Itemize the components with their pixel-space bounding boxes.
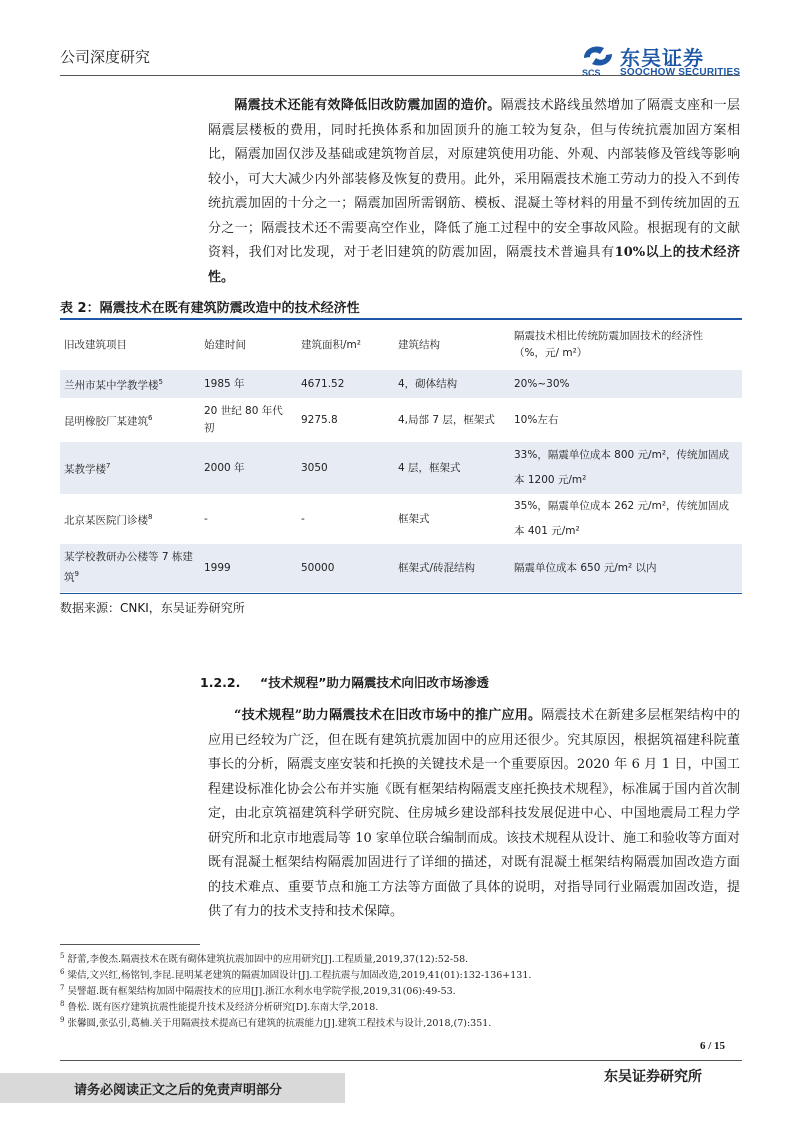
standard-paragraph-lead: “技术规程”助力隔震技术在旧改市场中的推广应用。 <box>234 708 542 723</box>
row-structure: 4 层，框架式 <box>394 442 510 494</box>
cost-paragraph-emphasis: 10%以上的技术经济性。 <box>208 245 740 285</box>
row-structure: 框架式 <box>398 512 430 525</box>
institute-name: 东吴证券研究所 <box>604 1069 702 1085</box>
economics-table <box>60 320 742 592</box>
row-project <box>60 544 200 592</box>
row-area: - <box>301 512 305 525</box>
row-economy: 10%左右 <box>514 413 559 426</box>
row-project <box>60 494 200 544</box>
footnote-ref: 6 <box>148 413 153 422</box>
row-project-name: 兰州市某中学教学楼 <box>64 379 159 392</box>
col-header-economy-line1: 隔震技术相比传统防震加固技术的经济性 <box>514 330 703 342</box>
table-row <box>60 544 742 592</box>
footnote-divider <box>60 944 200 945</box>
row-project <box>60 398 200 442</box>
table-row <box>60 442 742 494</box>
footnote-ref: 8 <box>148 512 153 521</box>
col-header-economy <box>510 320 742 370</box>
cost-paragraph-body: 隔震技术路线虽然增加了隔震支座和一层隔震层楼板的费用，同时托换体系和加固顶升的施工较为复杂，但与传统抗震加固方案相比，隔震加固仅涉及基础或建筑物首层，对原建筑使用功能、外观、内部装修及管线等影响较小，可大大减少内外部装修及恢复的费用。此外，采用隔震技术施工劳动力的投入不到传统抗震加固的十分之一；隔震加固所需钢筋、模板、混凝土等材料的用量不到传统加固的五分之一；隔震技术还不需要高空作业，降低了施工过程中的安全事故风险。根据现有的文献资料，我们对比发现，对于老旧建筑的防震加固，隔震技术普遍具有 <box>208 98 740 260</box>
logo-mark-text: SCS <box>582 68 601 78</box>
footnote-number: 9 <box>60 1015 65 1024</box>
standard-paragraph-body: 隔震技术在新建多层框架结构中的应用已经较为广泛，但在既有建筑抗震加固中的应用还很少。究其原因，根据筑福建科院董事长的分析，隔震支座安装和托换的关键技术是一个重要原因。2020 年 6 月 1 日，中国工程建设标准化协会公布并实施《既有框架结构隔震支座托换技术规程》，标准属于国内首次制定，由北京筑福建筑科学研究院、住房城乡建设部科技发展促进中心、中国地震局工程力学研究所和北京市地震局等 10 家单位联合编制而成。该技术规程从设计、施工和验收等方面对既有混凝土框架结构隔震加固进行了详细的描述，对既有混凝土框架结构隔震加固改造方面的技术难点、重要节点和施工方法等方面做了具体的说明，对指导同行业隔震加固改造，提供了有力的技术支持和技术保障。 <box>208 708 740 919</box>
footnote-text: 梁佶,文兴红,杨铭钊,李昆.昆明某老建筑的隔震加固设计[J].工程抗震与加固改造,2019,41(01):132-136+131. <box>67 970 532 981</box>
brand-logo <box>578 40 744 80</box>
table-bottom-rule <box>60 593 742 594</box>
row-economy: 20%~30% <box>510 370 742 398</box>
footnote-text: 吴譬超.既有框架结构加固中隔震技术的应用[J].浙江水利水电学院学报,2019,31(06):49-53. <box>67 986 456 997</box>
section-title: “技术规程”助力隔震技术向旧改市场渗透 <box>260 675 489 690</box>
col-header-area: 建筑面积/m² <box>301 338 361 351</box>
row-economy: 隔震单位成本 650 元/m² 以内 <box>510 544 742 592</box>
row-project-name: 昆明橡胶厂某建筑 <box>64 415 148 428</box>
row-year: - <box>204 512 208 525</box>
table-row <box>60 370 742 398</box>
document-type: 公司深度研究 <box>60 48 151 66</box>
col-header-economy-line2: （%，元/ m²） <box>514 347 588 359</box>
row-project-name: 某学校教研办公楼等 7 栋建筑 <box>64 551 193 584</box>
footnote-text: 鲁松. 既有医疗建筑抗震性能提升技术及经济分析研究[D].东南大学,2018. <box>67 1002 379 1013</box>
section-heading <box>200 673 489 691</box>
row-structure: 4,局部 7 层，框架式 <box>398 413 495 426</box>
row-structure: 4，砌体结构 <box>394 370 510 398</box>
footnote-ref: 5 <box>158 377 163 386</box>
col-header-structure: 建筑结构 <box>398 338 440 351</box>
table-title: 表 2：隔震技术在既有建筑防震改造中的技术经济性 <box>60 301 360 316</box>
brand-name-en: SOOCHOW SECURITIES <box>620 67 741 78</box>
footnote <box>60 983 456 997</box>
row-area: 9275.8 <box>301 413 338 426</box>
footnote-number: 8 <box>60 999 65 1008</box>
row-structure: 框架式/砖混结构 <box>394 544 510 592</box>
row-economy: 35%，隔震单位成本 262 元/m²，传统加固成本 401 元/m² <box>514 500 730 537</box>
table-row <box>60 398 742 442</box>
col-header-project: 旧改建筑项目 <box>64 338 127 351</box>
footnote-number: 7 <box>60 983 65 992</box>
section-number: 1.2.2. <box>200 675 241 690</box>
footnote <box>60 951 468 965</box>
footer-divider <box>60 1060 742 1061</box>
disclaimer-text: 请务必阅读正文之后的免责声明部分 <box>74 1083 283 1098</box>
table-source: 数据来源：CNKI，东吴证券研究所 <box>60 601 245 615</box>
header-divider <box>60 75 740 76</box>
row-project <box>60 442 200 494</box>
row-project-name: 北京某医院门诊楼 <box>64 514 148 527</box>
row-economy: 33%，隔震单位成本 800 元/m²，传统加固成本 1200 元/m² <box>510 442 742 494</box>
footnote-number: 6 <box>60 967 65 976</box>
brand-name-cn: 东吴证券 <box>620 46 704 70</box>
logo-mark-icon <box>578 40 618 80</box>
row-area: 4671.52 <box>297 370 394 398</box>
footnote-text: 舒蕾,李俊杰.隔震技术在既有砌体建筑抗震加固中的应用研究[J].工程质量,2019,37(12):52-58. <box>67 954 469 965</box>
page-number: 6 / 15 <box>700 1040 726 1052</box>
row-year: 1985 年 <box>200 370 297 398</box>
table-header-row <box>60 320 742 370</box>
footnote <box>60 967 531 981</box>
row-area: 50000 <box>297 544 394 592</box>
footnote-ref: 7 <box>106 461 111 470</box>
cost-paragraph-lead: 隔震技术还能有效降低旧改防震加固的造价。 <box>234 98 501 113</box>
footnote <box>60 1015 491 1029</box>
footnote-number: 5 <box>60 951 65 960</box>
row-year: 1999 <box>200 544 297 592</box>
table-row <box>60 494 742 544</box>
cost-paragraph <box>208 94 740 290</box>
footnote <box>60 999 378 1013</box>
row-area: 3050 <box>297 442 394 494</box>
row-project <box>60 370 200 398</box>
footnote-ref: 9 <box>74 570 79 579</box>
row-project-name: 某教学楼 <box>64 463 106 476</box>
col-header-year: 始建时间 <box>204 338 246 351</box>
footnote-text: 张馨圆,张弘引,葛楠.关于用隔震技术提高已有建筑的抗震能力[J].建筑工程技术与设计,2018,(7):351. <box>67 1018 492 1029</box>
row-year: 2000 年 <box>200 442 297 494</box>
row-year: 20 世纪 80 年代初 <box>204 405 283 434</box>
standard-paragraph <box>208 704 740 925</box>
